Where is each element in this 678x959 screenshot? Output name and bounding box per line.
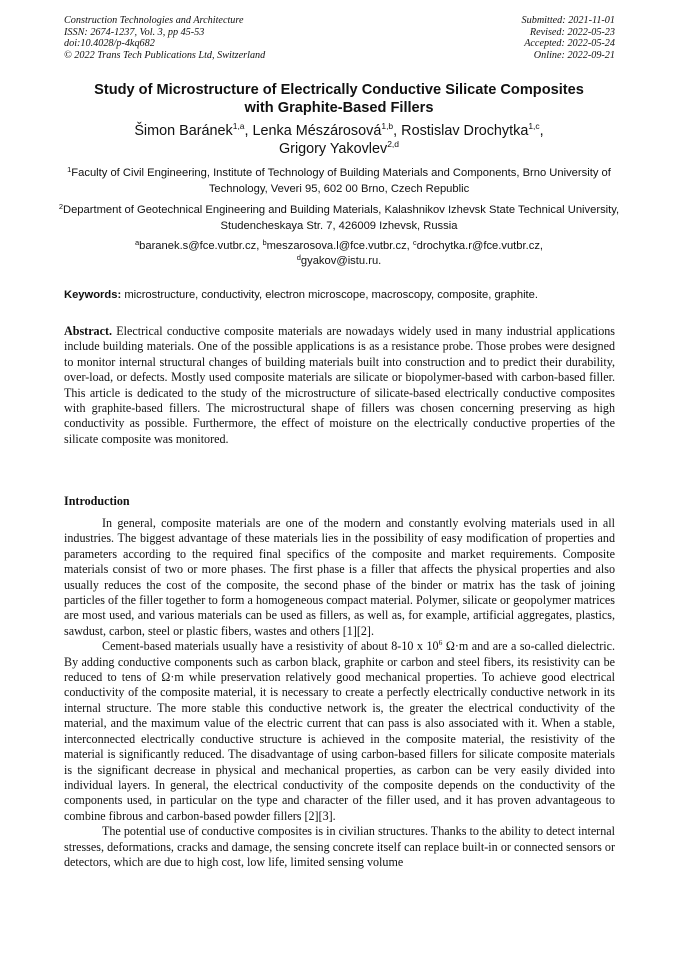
affiliation-2 [50, 203, 628, 234]
keywords-text: microstructure, conductivity, electron microscope, macroscopy, composite, graphite. [124, 289, 538, 301]
affiliation-mark: 1 [67, 165, 72, 174]
introduction-body [64, 516, 615, 870]
date-revised: Revised: 2022-05-23 [529, 26, 615, 38]
journal-doi: doi:10.4028/p-4kq682 [64, 38, 155, 50]
affiliation-mark: 2 [58, 202, 63, 211]
author-name: Rostislav Drochytka [401, 123, 529, 139]
abstract-paragraph [64, 324, 615, 447]
title-line-2: with Graphite-Based Fillers [244, 99, 434, 116]
email-mark: c [412, 238, 417, 247]
author-name: Lenka Mészárosová [252, 123, 382, 139]
author-line-1 [40, 122, 638, 140]
email-mark: d [296, 253, 301, 263]
date-online: Online: 2022-09-21 [533, 49, 615, 61]
abstract-label: Abstract. [64, 324, 113, 338]
affiliation-text: Faculty of Civil Engineering, Institute of Technology of Building Materials and Components, Brno University of Technology, Veveri 95, 602 00 Brno, Czech Republic [71, 167, 611, 195]
author-separator: , [393, 123, 402, 139]
author-list [40, 122, 638, 159]
date-accepted: Accepted: 2022-05-24 [524, 38, 615, 50]
journal-name: Construction Technologies and Architecture [64, 15, 244, 26]
email-address[interactable]: meszarosova.l@fce.vutbr.cz [266, 240, 407, 252]
keywords-label: Keywords: [64, 289, 122, 301]
author-separator: , [539, 123, 544, 139]
journal-issn: ISSN: 2674-1237, Vol. 3, pp 45-53 [64, 26, 205, 38]
intro-paragraph-2 [64, 639, 615, 824]
affiliation-text: Department of Geotechnical Engineering and Building Materials, Kalashnikov Izhevsk State Technical University, Studencheskaya Str. 7, 426009 Izhevsk, Russia [63, 204, 620, 232]
author-affiliation-mark: 1,a [232, 121, 245, 131]
intro-paragraph-1: In general, composite materials are one of the modern and constantly evolving materials used in all industries. The biggest advantage of these materials lies in the possibility of easy modification of properties and parameters according to the required final specifics of the composite and market requirements. Composite materials consist of two or more phases. The first phase is a filler that affects the physical properties and also usually reduces the cost of the composite, the second phase of the binder or matrix has the task of joining particles of the filler together to form a homogeneous compact material. Polymer, silicate or geopolymer matrices are most used, and various materials can be used as fillers, as well as, for example, artificial aggregates, plastics, sawdust, carbon, steel or plastic fibers, wastes and others [1][2]. [64, 516, 615, 638]
intro-paragraph-3: The potential use of conductive composites is in civilian structures. Thanks to the ability to detect internal stresses, deformations, cracks and damage, the sensing concrete itself can replace built-in or connected sensors or detectors, which are due to high cost, low life, limited sensing volume [64, 824, 615, 869]
email-separator: , [539, 240, 544, 252]
email-address[interactable]: drochytka.r@fce.vutbr.cz [416, 240, 540, 252]
email-separator: , [406, 240, 413, 252]
submission-dates [522, 15, 615, 61]
email-address[interactable]: baranek.s@fce.vutbr.cz [139, 240, 257, 252]
author-name: Šimon Baránek [134, 123, 233, 139]
email-list [50, 239, 628, 269]
email-mark: b [262, 238, 267, 247]
email-address[interactable]: gyakov@istu.ru [300, 255, 379, 268]
author-line-2 [40, 140, 638, 158]
author-affiliation-mark: 2,d [387, 139, 400, 150]
author-separator: , [244, 123, 253, 139]
journal-copyright: © 2022 Trans Tech Publications Ltd, Switzerland [64, 49, 266, 61]
title-line-1: Study of Microstructure of Electrically Conductive Silicate Composites [94, 82, 584, 98]
author-affiliation-mark: 1,b [381, 121, 394, 131]
author-affiliation-mark: 1,c [528, 121, 540, 131]
keywords-line [64, 288, 616, 303]
email-line-2 [50, 254, 628, 269]
email-mark: a [134, 238, 140, 247]
exponent: 6 [438, 638, 443, 648]
author-name: Grigory Yakovlev [278, 141, 388, 158]
intro-paragraph-2-start: Cement-based materials usually have a resistivity of about 8-10 x 10 [102, 639, 439, 654]
journal-info [64, 15, 265, 61]
intro-paragraph-2-rest: Ω·m and are a so-called dielectric. By adding conductive components such as carbon black, graphite or carbon and steel fibers, its resistivity can be reduced to tens of Ω·m while preservation relatively good mechanical properties. To achieve good electrical conductivity of the composite material, it is necessary to create a perfectly electrically conductive network in its internal structure. The more stable this conductive network is, the greater the electrical conductivity of the material, and the maximum value of the electric current that can pass is also associated with it. When a stable, interconnected electrically conductive structure is achieved in the composite material, the resistivity of the material is significantly reduced. The disadvantage of using carbon-based fillers for silicate composite materials is the significant decrease in physical and mechanical properties, as carbon can be very easily divided into individual layers. In general, the electrical conductivity of the composite depends on the conductivity of the components used, in particular on the type and character of the filler used, and it has proven advantageous to combine fibrous and carbon-based powder fillers [2][3]. [64, 639, 615, 823]
section-heading-introduction: Introduction [64, 494, 130, 508]
affiliation-1 [50, 166, 628, 197]
email-line-1 [50, 239, 628, 254]
paper-title [40, 82, 638, 117]
email-separator: . [378, 255, 382, 268]
email-separator: , [256, 240, 263, 252]
abstract-text: Electrical conductive composite materials are nowadays widely used in many industrial applications include building materials. One of the possible applications is as a resistance probe. Those probes were designed to monitor internal structural changes of building materials built into construction and to predict their durability, over-load, or defects. Mostly used composite materials are silicate or biopolymer-based with carbon-based filler. This article is dedicated to the study of the microstructure of silicate-based electrically conductive composites with graphite-based fillers. The microstructural shape of fillers was chosen concerning preserving as high conductivity as possible. Furthermore, the effect of moisture on the electrically conductive properties of the silicate composite was monitored. [64, 324, 615, 446]
date-submitted: Submitted: 2021-11-01 [521, 15, 615, 26]
